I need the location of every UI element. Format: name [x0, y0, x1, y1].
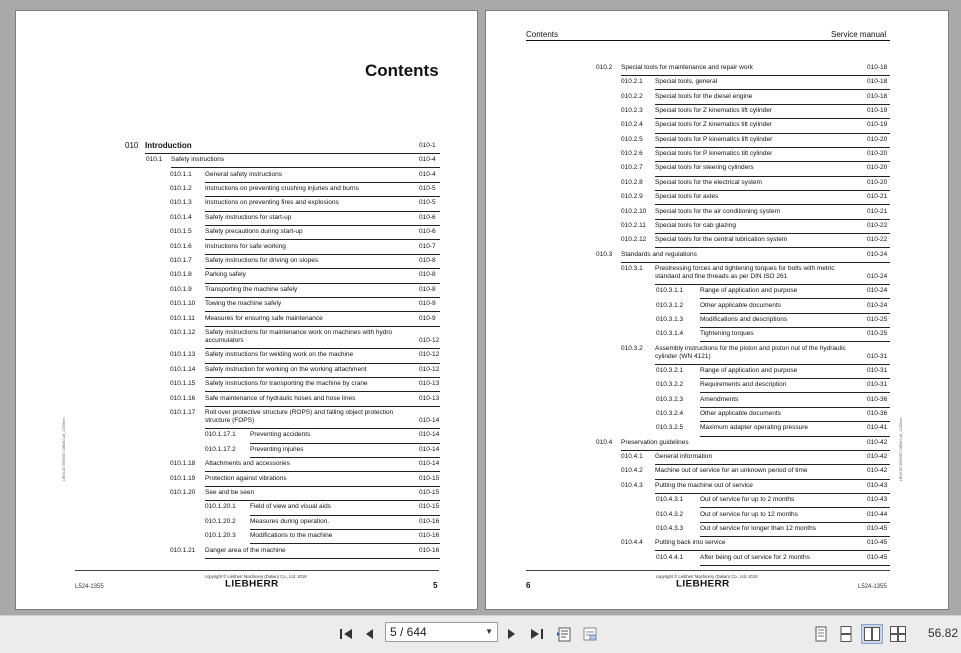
toc-entry-number: 010.1 — [146, 156, 163, 164]
toc-entry-page: 010-42 — [867, 438, 888, 446]
toc-entry-title: Modifications to the machine — [250, 532, 333, 540]
toc-entry-number: 010.4.3.2 — [656, 510, 684, 518]
toc-entry-number: 010.2.11 — [621, 221, 646, 229]
toc-entry-title: Instructions on preventing crushing injuries and burns — [205, 185, 359, 192]
toc-entry-title: Safety instructions for driving on slopes — [205, 257, 319, 264]
toc-entry-page: 010-5 — [419, 199, 436, 207]
copyright: copyright © Liebherr Machinery (Dalian) Co., Ltd. 2018 — [656, 574, 758, 579]
toc-entry-title: Measures during operation. — [250, 517, 330, 525]
toc-entry-number: 010.2.4 — [621, 121, 643, 129]
toc-entry[interactable] — [486, 422, 948, 436]
toc-entry-page: 010-31 — [867, 352, 888, 360]
toc-entry-number: 010.1.10 — [170, 300, 196, 308]
toc-entry[interactable] — [486, 105, 948, 119]
toc-entry-title: General information — [655, 453, 713, 461]
toc-entry-page: 010-25 — [867, 315, 888, 323]
toc-entry-page: 010-14 — [419, 460, 440, 468]
toc-entry-title: Other applicable documents — [700, 410, 781, 418]
toc-entry-title: Preventing injuries — [250, 445, 304, 453]
two-page-view-icon[interactable] — [861, 624, 883, 644]
toc-entry[interactable] — [486, 234, 948, 248]
toc-entry[interactable] — [486, 379, 948, 393]
toc-entry-title: Roll over protective structure (ROPS) and falling object protection — [205, 409, 394, 416]
toc-entry-page: 010-9 — [419, 300, 436, 308]
toc-entry-page: 010-41 — [867, 424, 888, 432]
toc-entry-page: 010-24 — [867, 287, 888, 295]
toc-entry-number: 010.1.20.1 — [205, 503, 236, 511]
toc-entry-underline — [205, 558, 440, 559]
toc-entry-page: 010-21 — [867, 207, 888, 215]
toc-entry-number: 010.3.1 — [621, 264, 643, 272]
toc-entry[interactable] — [486, 480, 948, 494]
toc-entry-number: 010.1.20.3 — [205, 532, 236, 540]
header-divider — [526, 40, 890, 41]
toc-entry-title: Instructions for safe working — [205, 242, 286, 250]
toc-entry-number: 010.4.3.1 — [656, 496, 684, 504]
toc-entry-number: 010.1.20 — [170, 489, 196, 496]
toc-entry-title: Measures for ensuring safe maintenance — [205, 314, 323, 322]
toc-entry-page: 010-36 — [867, 410, 888, 418]
toc-entry-page: 010-42 — [867, 467, 888, 475]
toc-entry-title: Maximum adapter operating pressure — [700, 424, 809, 432]
toc-entry-page: 010-14 — [419, 445, 440, 453]
toc-entry-number: 010.3 — [596, 250, 613, 258]
toc-entry[interactable] — [16, 545, 477, 559]
page-title: Contents — [365, 61, 439, 80]
side-document-code: LBH/11B7898/0507-DEMO-a8_11938/en — [62, 417, 66, 481]
toc-entry[interactable] — [486, 343, 948, 365]
toc-entry[interactable] — [16, 169, 477, 183]
toc-entry-number: 010.3.2.3 — [656, 395, 684, 403]
toc-entry-title: Out of service for up to 2 months — [700, 496, 795, 504]
fit-page-icon[interactable] — [555, 625, 573, 643]
toc-entry-title: Instructions on preventing fires and explosions — [205, 199, 339, 207]
toc-entry[interactable] — [16, 140, 477, 154]
toc-entry-number: 010.1.17 — [170, 409, 196, 416]
toc-entry[interactable] — [486, 263, 948, 285]
toc-entry[interactable] — [16, 407, 477, 429]
toc-entry-title: Special tools for the diesel engine — [655, 92, 753, 100]
viewer-toolbar — [0, 615, 961, 653]
toc-entry-page: 010-6 — [419, 213, 436, 221]
toc-entry[interactable] — [486, 437, 948, 451]
toc-entry[interactable] — [16, 458, 477, 472]
toc-entry-number: 010.2.8 — [621, 178, 643, 186]
toc-entry[interactable] — [486, 206, 948, 220]
toc-entry-title: Special tools for axles — [655, 193, 719, 201]
toc-entry-title: Safety instructions for transporting the machine by crane — [205, 380, 368, 388]
toc-entry-page: 010-24 — [867, 301, 888, 309]
chevron-down-icon[interactable]: ▼ — [485, 627, 493, 636]
liebherr-logo: LIEBHERR — [225, 579, 279, 590]
toc-entry-number: 010.1.4 — [170, 213, 192, 221]
toc-entry[interactable] — [16, 473, 477, 487]
toc-entry-page: 010-18 — [867, 78, 888, 86]
toc-entry-title: Danger area of the machine — [205, 546, 286, 554]
left-page — [15, 10, 478, 610]
toc-entry-page: 010-36 — [867, 395, 888, 403]
toc-entry-title: Safe maintenance of hydraulic hoses and hose lines — [205, 394, 356, 402]
header-right: Service manual — [831, 30, 887, 39]
toc-entry[interactable] — [16, 226, 477, 240]
two-page-continuous-icon[interactable] — [889, 625, 907, 643]
toc-entry[interactable] — [486, 451, 948, 465]
toc-entry-page: 010-19 — [867, 121, 888, 129]
toc-entry-number: 010.1.7 — [170, 257, 192, 264]
right-page — [485, 10, 949, 610]
toc-entry-title: Safety instructions for maintenance work on machines with hydro — [205, 329, 393, 336]
toc-entry-number: 010.4 — [596, 438, 613, 446]
toc-entry-page: 010-14 — [419, 431, 440, 439]
toc-entry-number: 010.1.16 — [170, 394, 196, 402]
toc-entry-page: 010-12 — [419, 351, 440, 359]
toc-entry[interactable] — [486, 328, 948, 342]
toc-entry[interactable] — [486, 91, 948, 105]
toc-entry[interactable] — [16, 298, 477, 312]
toc-entry-title: Special tools for P kinematics tilt cylinder — [655, 150, 773, 158]
toc-entry[interactable] — [16, 487, 477, 501]
page-number: 6 — [526, 581, 531, 590]
toc-entry[interactable] — [16, 255, 477, 269]
toc-entry[interactable] — [16, 429, 477, 443]
toc-entry-page: 010-6 — [419, 228, 436, 236]
toc-entry-number: 010.1.15 — [170, 380, 196, 388]
toc-entry-page: 010-8 — [419, 257, 436, 264]
toc-entry-title: Parking safely — [205, 271, 246, 279]
toc-entry-page: 010-42 — [867, 453, 888, 461]
toc-entry-title: Attachments and accessories — [205, 460, 290, 468]
toc-entry-title-continued: structure (FOPS) — [205, 417, 255, 424]
toc-entry-title: Transporting the machine safely — [205, 285, 298, 293]
toc-entry-page: 010-44 — [867, 510, 888, 518]
toc-entry[interactable] — [16, 364, 477, 378]
toc-entry-number: 010.3.1.4 — [656, 330, 684, 338]
toc-entry[interactable] — [16, 269, 477, 283]
toc-entry-title: Putting back into service — [655, 539, 726, 547]
toc-entry-title: Safety precautions during start-up — [205, 228, 303, 236]
toc-entry-number: 010.3.2.2 — [656, 381, 684, 389]
toc-entry-page: 010-43 — [867, 481, 888, 489]
toc-entry[interactable] — [486, 509, 948, 523]
toc-entry-number: 010.2.9 — [621, 193, 643, 201]
toc-entry-number: 010.4.4 — [621, 539, 643, 547]
toc-entry-page: 010-31 — [867, 381, 888, 389]
toc-entry-page: 010-20 — [867, 178, 888, 186]
single-page-view-icon[interactable] — [812, 625, 830, 643]
toc-entry-number: 010.4.2 — [621, 467, 643, 475]
toc-entry[interactable] — [486, 148, 948, 162]
toc-entry-title: Special tools for the air conditioning system — [655, 207, 781, 215]
toc-entry[interactable] — [16, 313, 477, 327]
toc-entry-page: 010-45 — [867, 553, 888, 561]
toc-entry-page: 010-18 — [867, 92, 888, 100]
toc-entry-title: Preventing accidents — [250, 431, 311, 439]
toc-entry-title: Range of application and purpose — [700, 367, 798, 374]
toc-entry-number: 010.2.2 — [621, 92, 643, 100]
toc-entry-page: 010-22 — [867, 221, 888, 229]
header-left: Contents — [526, 30, 559, 39]
toc-entry[interactable] — [486, 537, 948, 551]
toc-entry-number: 010.2.5 — [621, 135, 643, 143]
toc-entry-number: 010.2.7 — [621, 164, 643, 172]
toc-entry-number: 010.4.1 — [621, 453, 643, 461]
page-number: 5 — [433, 581, 438, 590]
toc-entry-number: 010.2.10 — [621, 207, 647, 215]
toc-entry-number: 010.1.5 — [170, 228, 192, 236]
toc-entry-page: 010-18 — [867, 64, 888, 71]
toc-entry-page: 010-20 — [867, 164, 888, 172]
toc-entry[interactable] — [486, 465, 948, 479]
toc-entry-page: 010-20 — [867, 150, 888, 158]
toc-entry[interactable] — [486, 394, 948, 408]
toc-entry-page: 010-1 — [419, 142, 436, 149]
toc-entry[interactable] — [486, 177, 948, 191]
toc-entry-title: Special tools for the central lubrication system — [655, 236, 788, 244]
zoom-level[interactable]: 56.82 — [928, 626, 959, 640]
toc-entry[interactable] — [486, 365, 948, 379]
toc-entry-title: Out of service for up to 12 months — [700, 510, 798, 518]
toc-entry-page: 010-15 — [419, 489, 440, 496]
toc-entry-number: 010.1.1 — [170, 170, 192, 178]
toc-entry-title: Special tools for cab glazing — [655, 221, 736, 229]
toc-entry[interactable] — [486, 285, 948, 299]
doc-id: L524-1355 — [858, 584, 887, 590]
toc-entry-title: Other applicable documents — [700, 301, 781, 309]
toc-entry[interactable] — [16, 183, 477, 197]
toc-entry-title: Safety instructions for start-up — [205, 213, 292, 221]
toc-entry[interactable] — [486, 76, 948, 90]
toc-entry-number: 010.1.14 — [170, 365, 196, 373]
toc-entry[interactable] — [16, 154, 477, 168]
toc-entry-number: 010.1.2 — [170, 185, 192, 192]
toc-entry-title: Safety instruction for working on the working attachment — [205, 365, 367, 373]
toc-entry[interactable] — [486, 220, 948, 234]
footer-divider — [526, 570, 890, 571]
toc-entry-title: See and be seen — [205, 489, 255, 496]
toc-entry[interactable] — [16, 530, 477, 544]
toc-entry-number: 010.2.6 — [621, 150, 643, 158]
toc-entry-page: 010-16 — [419, 517, 440, 525]
toc-entry-number: 010.1.11 — [170, 314, 195, 322]
toc-entry-number: 010.4.3 — [621, 481, 643, 489]
toc-entry[interactable] — [486, 300, 948, 314]
toc-entry-page: 010-20 — [867, 135, 888, 143]
toc-entry-page: 010-25 — [867, 330, 888, 338]
toc-entry-number: 010.1.13 — [170, 351, 196, 359]
toc-entry-title: After being out of service for 2 months — [700, 553, 810, 561]
toc-entry-title: Out of service for longer than 12 months — [700, 524, 816, 532]
page-indicator-text: 5 / 644 — [390, 625, 427, 639]
toc-entry-number: 010.3.1.3 — [656, 315, 684, 323]
toc-entry-number: 010.1.3 — [170, 199, 192, 207]
toc-entry-page: 010-43 — [867, 496, 888, 504]
toc-entry-number: 010.3.2.5 — [656, 424, 684, 432]
toc-entry-title: Safety instructions — [171, 156, 225, 164]
side-document-code: LBH/11B7898/0507-DEMO-a8_11938/en — [899, 417, 903, 481]
toc-entry[interactable] — [486, 162, 948, 176]
toc-entry-number: 010.3.2 — [621, 344, 643, 352]
toc-entry-number: 010.3.2.1 — [656, 367, 684, 374]
toc-entry[interactable] — [16, 349, 477, 363]
page-indicator[interactable] — [385, 622, 498, 642]
toc-entry-number: 010.1.20.2 — [205, 517, 236, 525]
toc-entry[interactable] — [16, 393, 477, 407]
toc-entry-page: 010-12 — [419, 365, 440, 373]
toc-entry-title: Special tools, general — [655, 78, 718, 86]
toc-entry[interactable] — [16, 241, 477, 255]
toc-entry-page: 010-45 — [867, 524, 888, 532]
toc-entry-page: 010-24 — [867, 250, 888, 258]
toc-entry-number: 010.1.8 — [170, 271, 192, 279]
toc-entry[interactable] — [16, 284, 477, 298]
toc-entry-title: Special tools for steering cylinders — [655, 164, 754, 172]
toc-entry-title: Machine out of service for an unknown period of time — [655, 467, 808, 475]
toc-entry-title: Special tools for maintenance and repair work — [621, 64, 753, 71]
next-page-icon[interactable] — [504, 625, 520, 643]
toc-entry[interactable] — [486, 62, 948, 76]
toc-entry-title: Range of application and purpose — [700, 287, 798, 295]
toc-entry[interactable] — [486, 119, 948, 133]
toc-entry-number: 010.1.19 — [170, 474, 196, 482]
toc-entry-underline — [700, 565, 890, 566]
toc-entry-page: 010-21 — [867, 193, 888, 201]
toc-entry-title-continued: accumulators — [205, 337, 244, 344]
liebherr-logo: LIEBHERR — [676, 579, 730, 590]
toc-entry-number: 010.3.1.2 — [656, 301, 684, 309]
toc-entry-title: Safety instructions for welding work on the machine — [205, 351, 354, 359]
toc-entry-title: Putting the machine out of service — [655, 481, 753, 489]
toc-entry-number: 010.4.3.3 — [656, 524, 684, 532]
last-page-icon[interactable] — [528, 625, 546, 643]
toc-entry[interactable] — [16, 378, 477, 392]
toc-entry[interactable] — [16, 197, 477, 211]
toc-entry-number: 010.2 — [596, 64, 613, 71]
toc-entry-page: 010-9 — [419, 314, 436, 322]
toc-entry-page: 010-15 — [419, 474, 440, 482]
copyright: copyright © Liebherr Machinery (Dalian) Co., Ltd. 2018 — [205, 574, 307, 579]
toc-entry-number: 010.4.4.1 — [656, 553, 684, 561]
toc-entry-number: 010.1.6 — [170, 242, 192, 250]
toc-entry-title: Amendments — [700, 395, 739, 403]
toc-entry-page: 010-22 — [867, 236, 888, 244]
toc-entry[interactable] — [486, 494, 948, 508]
toc-entry[interactable] — [16, 212, 477, 226]
toc-entry-title: Special tools for P kinematics lift cylinder — [655, 135, 773, 143]
toc-entry-page: 010-5 — [419, 185, 436, 192]
toc-entry-number: 010.1.9 — [170, 285, 192, 293]
toc-entry[interactable] — [486, 249, 948, 263]
toc-entry-page: 010-24 — [867, 272, 888, 280]
toc-entry-title: Special tools for Z kinematics tilt cylinder — [655, 121, 773, 129]
toc-entry-title: Preservation guidelines — [621, 438, 689, 446]
toc-entry-number: 010.1.12 — [170, 329, 196, 336]
toc-entry-title: Standards and regulations — [621, 250, 697, 258]
toc-entry[interactable] — [486, 134, 948, 148]
toc-entry-page: 010-14 — [419, 417, 440, 424]
toc-entry[interactable] — [16, 444, 477, 458]
toc-entry-title: Modifications and descriptions — [700, 315, 788, 323]
toc-entry-page: 010-13 — [419, 380, 440, 388]
toc-entry[interactable] — [486, 314, 948, 328]
continuous-view-icon[interactable] — [837, 625, 855, 643]
toc-entry-page: 010-12 — [419, 337, 440, 344]
toc-entry-page: 010-8 — [419, 285, 436, 293]
toc-entry-page: 010-7 — [419, 242, 436, 250]
doc-id: L524-1355 — [75, 584, 104, 590]
toc-entry-page: 010-16 — [419, 532, 440, 540]
toc-entry-title: Protection against vibrations — [205, 474, 287, 482]
toc-entry-number: 010.2.3 — [621, 107, 643, 115]
toc-entry[interactable] — [486, 191, 948, 205]
toc-entry-number: 010 — [125, 141, 139, 150]
toc-entry-number: 010.1.18 — [170, 460, 196, 468]
toc-entry-page: 010-15 — [419, 503, 440, 511]
previous-page-icon[interactable] — [361, 625, 377, 643]
toc-entry-number: 010.3.2.4 — [656, 410, 684, 418]
toc-entry-page: 010-16 — [419, 546, 440, 554]
toc-entry-number: 010.1.21 — [170, 546, 196, 554]
toc-entry-title: General safety instructions — [205, 170, 282, 178]
toc-entry-title: Prestressing forces and tightening torques for bolts with metric — [655, 264, 835, 272]
toc-entry-number: 010.3.1.1 — [656, 287, 684, 295]
toc-entry[interactable] — [486, 552, 948, 566]
toc-entry-title: Special tools for Z kinematics lift cylinder — [655, 107, 773, 115]
toc-entry-number: 010.2.12 — [621, 236, 647, 244]
toc-entry-title: Tightening torques — [700, 330, 754, 338]
toc-entry-title: Towing the machine safely — [205, 300, 282, 308]
first-page-icon[interactable] — [337, 625, 355, 643]
toc-entry-title: Assembly instructions for the piston and piston nut of the hydraulic — [655, 344, 846, 352]
toc-entry-page: 010-8 — [419, 271, 436, 279]
toc-entry-title: Special tools for the electrical system — [655, 178, 762, 186]
toc-entry-page: 010-13 — [419, 394, 440, 402]
toc-entry-number: 010.1.17.1 — [205, 431, 236, 439]
toc-entry-number: 010.2.1 — [621, 78, 643, 86]
footer-divider — [75, 570, 439, 571]
toc-entry-title: Field of view and visual aids — [250, 503, 331, 511]
toc-entry-page: 010-31 — [867, 367, 888, 374]
toc-entry[interactable] — [486, 408, 948, 422]
toc-entry-page: 010-45 — [867, 539, 888, 547]
toc-entry-page: 010-4 — [419, 156, 436, 164]
toc-entry-number: 010.1.17.2 — [205, 445, 236, 453]
toc-entry-title: Introduction — [145, 141, 192, 150]
toc-entry[interactable] — [486, 523, 948, 537]
fit-width-icon[interactable] — [581, 625, 599, 643]
toc-entry[interactable] — [16, 327, 477, 349]
toc-entry[interactable] — [16, 501, 477, 515]
toc-entry-page: 010-19 — [867, 107, 888, 115]
toc-entry[interactable] — [16, 516, 477, 530]
toc-entry-page: 010-4 — [419, 170, 436, 178]
toc-entry-title-continued: standard and fine threads as per DIN ISO 261 — [655, 272, 788, 280]
toc-entry-title-continued: cylinder (WN 4121) — [655, 352, 711, 360]
toc-entry-title: Requirements and description — [700, 381, 787, 389]
